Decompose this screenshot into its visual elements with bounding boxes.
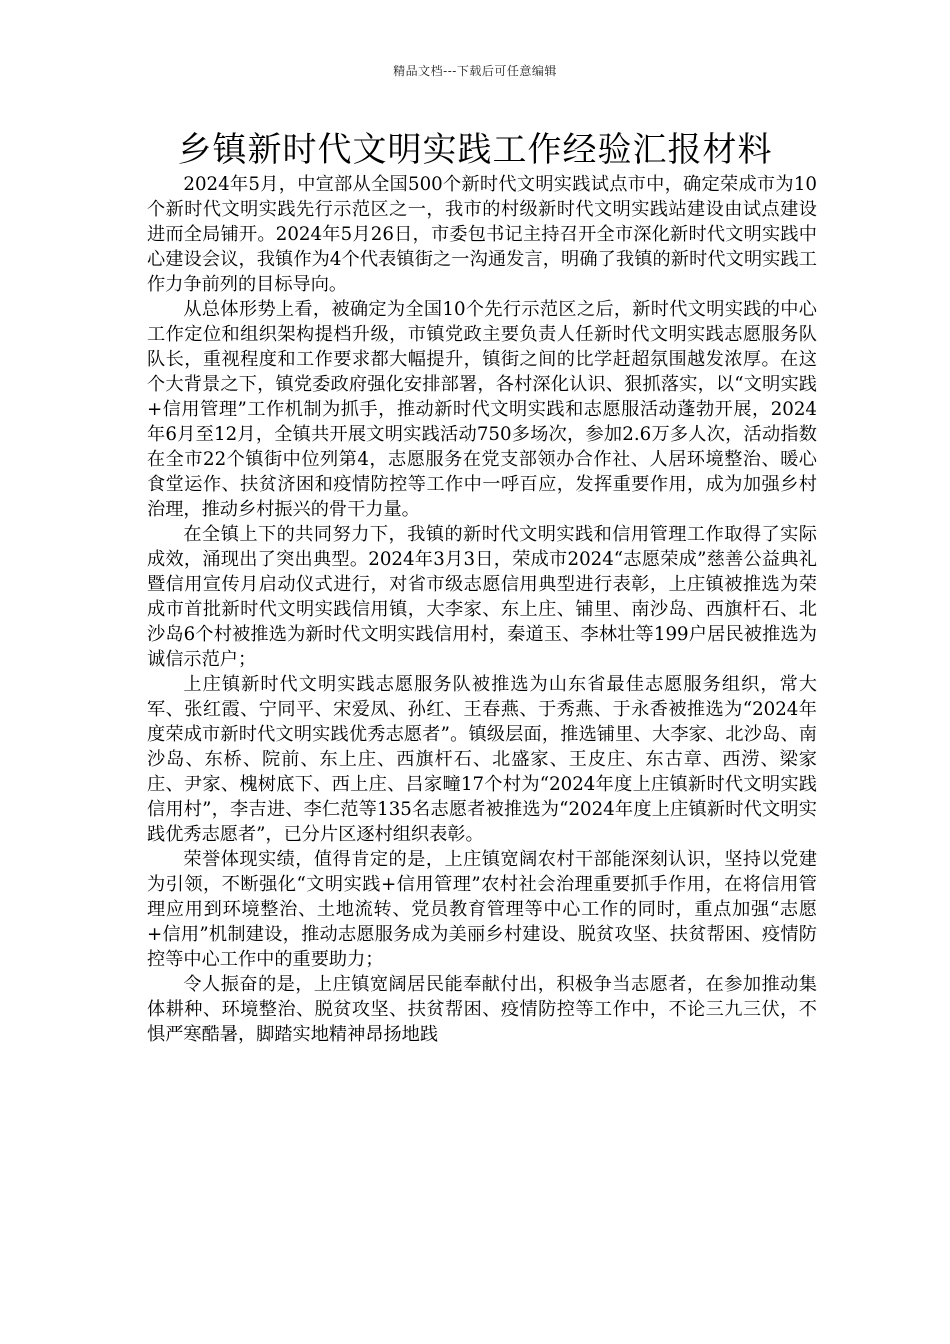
paragraph-3: 在全镇上下的共同努力下，我镇的新时代文明实践和信用管理工作取得了实际成效，涌现出了突出典型。2024年3月3日，荣成市2024“志愿荣成”慈善公益典礼暨信用宣传月启动仪式进行，对省市级志愿信用典型进行表彰，上庄镇被推选为荣成市首批新时代文明实践信用镇，大李家、东上庄、铺里、南沙岛、西旗杆石、北沙岛6个村被推选为新时代文明实践信用村，秦道玉、李林壮等199户居民被推选为诚信示范户；	[147, 524, 817, 670]
paragraph-6: 令人振奋的是，上庄镇宽阔居民能奉献付出，积极争当志愿者，在参加推动集体耕种、环境整治、脱贫攻坚、扶贫帮困、疫情防控等工作中，不论三九三伏，不惧严寒酷暑，脚踏实地精神昂扬地践	[147, 974, 817, 1045]
document-title: 乡镇新时代文明实践工作经验汇报材料	[177, 130, 773, 170]
paragraph-2: 从总体形势上看，被确定为全国10个先行示范区之后，新时代文明实践的中心工作定位和组织架构提档升级，市镇党政主要负责人任新时代文明实践志愿服务队队长，重视程度和工作要求都大幅提升，镇街之间的比学赶超氛围越发浓厚。在这个大背景之下，镇党委政府强化安排部署，各村深化认识、狠抓落实，以“文明实践+信用管理”工作机制为抓手，推动新时代文明实践和志愿服活动蓬勃开展，2024年6月至12月，全镇共开展文明实践活动750多场次，参加2.6万多人次，活动指数在全市22个镇街中位列第4，志愿服务在党支部领办合作社、人居环境整治、暖心食堂运作、扶贫济困和疫情防控等工作中一呼百应，发挥重要作用，成为加强乡村治理，推动乡村振兴的骨干力量。	[147, 299, 817, 520]
paragraph-1: 2024年5月，中宣部从全国500个新时代文明实践试点市中，确定荣成市为10个新时代文明实践先行示范区之一，我市的村级新时代文明实践站建设由试点建设进而全局铺开。2024年5月26日，市委包书记主持召开全市深化新时代文明实践中心建设会议，我镇作为4个代表镇街之一沟通发言，明确了我镇的新时代文明实践工作力争前列的目标导向。	[147, 174, 817, 295]
paragraph-4: 上庄镇新时代文明实践志愿服务队被推选为山东省最佳志愿服务组织，常大军、张红霞、宁同平、宋爱凤、孙红、王春燕、于秀燕、于永香被推选为“2024年度荣成市新时代文明实践优秀志愿者”。镇级层面，推选铺里、大李家、北沙岛、南沙岛、东桥、院前、东上庄、西旗杆石、北盛家、王皮庄、东古章、西涝、梁家庄、尹家、槐树底下、西上庄、吕家疃17个村为“2024年度上庄镇新时代文明实践信用村”，李吉进、李仁范等135名志愿者被推选为“2024年度上庄镇新时代文明实践优秀志愿者”，已分片区逐村组织表彰。	[147, 674, 817, 845]
document-body	[147, 172, 817, 1047]
header-note: 精品文档---下载后可任意编辑	[393, 64, 557, 78]
paragraph-5: 荣誉体现实绩，值得肯定的是，上庄镇宽阔农村干部能深刻认识，坚持以党建为引领，不断强化“文明实践+信用管理”农村社会治理重要抓手作用，在将信用管理应用到环境整治、土地流转、党员教育管理等中心工作的同时，重点加强“志愿+信用”机制建设，推动志愿服务成为美丽乡村建设、脱贫攻坚、扶贫帮困、疫情防控等中心工作中的重要助力；	[147, 849, 817, 970]
